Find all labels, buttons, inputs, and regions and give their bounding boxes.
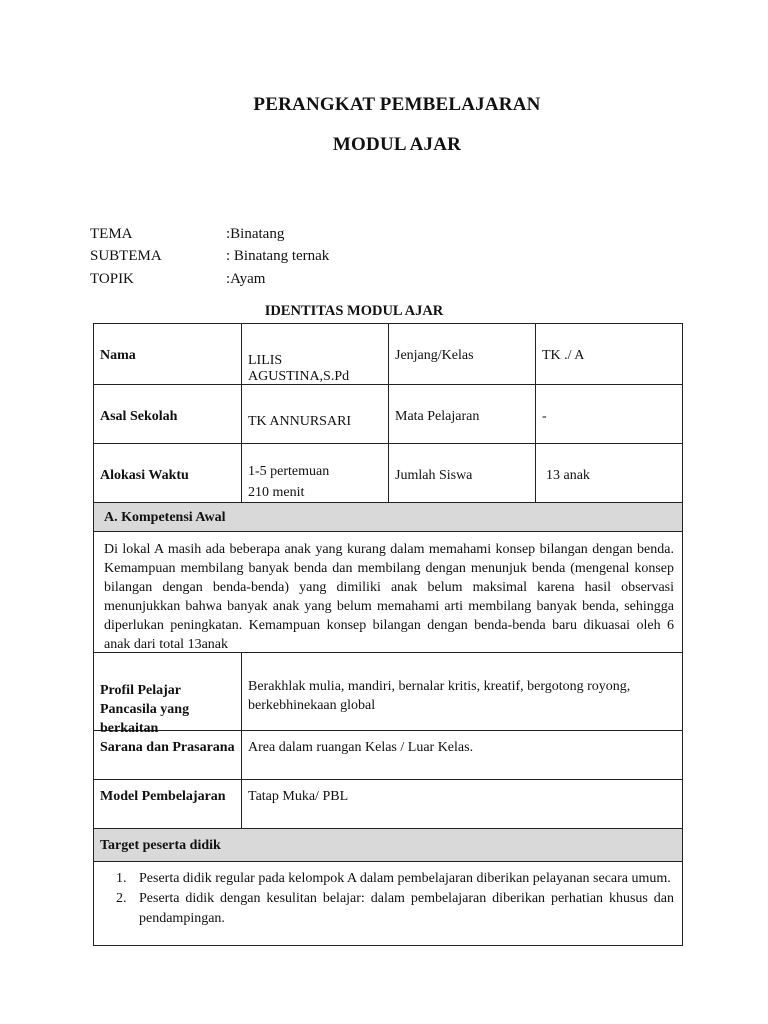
label-nama: Nama [100, 348, 136, 363]
target-item-text: Peserta didik regular pada kelompok A dalam pembelajaran diberikan pelayanan secara umum. [139, 871, 671, 886]
table-row [94, 324, 682, 384]
kompetensi-heading: A. Kompetensi Awal [104, 510, 226, 525]
meta-value-subtema: : Binatang ternak [226, 248, 330, 264]
meta-label-tema: TEMA [90, 226, 133, 242]
value-model-pembelajaran: Tatap Muka/ PBL [241, 780, 682, 828]
value-profil-pancasila: Berakhlak mulia, mandiri, bernalar kritis, kreatif, bergotong royong, berkebhinekaan global [241, 653, 682, 730]
value-jumlah-siswa: 13 anak [535, 444, 682, 502]
kompetensi-text: Di lokal A masih ada beberapa anak yang kurang dalam memahami konsep bilangan dengan benda. Kemampuan membilang banyak benda dan membilang dengan menunjuk benda (mengenal konsep bilangan dengan benda-benda) yang dimiliki anak belum maksimal karena hasil observasi menunjukkan bahwa banyak anak yang belum memahami arti membilang banyak benda, sehingga diperlukan peningkatan. Kemampuan konsep bilangan dengan benda-benda baru dikuasai oleh 6 anak dari total 13anak [104, 542, 674, 652]
target-list [94, 862, 682, 945]
label-profil-pancasila: Profil Pelajar Pancasila yang berkaitan [100, 683, 190, 736]
target-item-number: 1. [116, 871, 127, 886]
target-item-text: Peserta didik dengan kesulitan belajar: dalam pembelajaran diberikan perhatian khusus dan pendampingan. [139, 891, 674, 926]
value-alokasi-menit: 210 menit [248, 485, 305, 500]
label-mata-pelajaran: Mata Pelajaran [388, 385, 535, 443]
value-alokasi-waktu [241, 444, 388, 502]
meta-value-tema: :Binatang [226, 226, 285, 242]
label-model-pembelajaran: Model Pembelajaran [100, 789, 226, 804]
table-row [94, 861, 682, 945]
table-row [94, 828, 682, 861]
meta-value-topik: :Ayam [226, 271, 266, 287]
document-subtitle: MODUL AJAR [332, 134, 462, 155]
value-sarana-prasarana: Area dalam ruangan Kelas / Luar Kelas. [241, 731, 682, 779]
list-item [104, 889, 674, 929]
value-jenjang-kelas: TK ./ A [535, 324, 682, 384]
value-asal-sekolah: TK ANNURSARI [241, 385, 388, 443]
label-sarana-prasarana: Sarana dan Prasarana [100, 740, 235, 755]
table-row [94, 384, 682, 443]
value-nama: LILIS AGUSTINA,S.Pd [241, 324, 388, 384]
document-title: PERANGKAT PEMBELAJARAN [253, 94, 541, 115]
identitas-caption: IDENTITAS MODUL AJAR [264, 303, 444, 319]
identitas-table [93, 323, 683, 946]
table-row [94, 779, 682, 828]
value-mata-pelajaran: - [535, 385, 682, 443]
label-alokasi-waktu: Alokasi Waktu [100, 468, 189, 483]
label-jumlah-siswa: Jumlah Siswa [388, 444, 535, 502]
value-alokasi-pertemuan: 1-5 pertemuan [248, 464, 330, 479]
list-item [104, 869, 674, 889]
meta-label-topik: TOPIK [90, 271, 134, 287]
table-row [94, 531, 682, 652]
meta-label-subtema: SUBTEMA [90, 248, 162, 264]
label-asal-sekolah: Asal Sekolah [100, 409, 178, 424]
table-row [94, 502, 682, 531]
table-row [94, 730, 682, 779]
table-row [94, 443, 682, 502]
target-item-number: 2. [116, 891, 127, 906]
target-heading: Target peserta didik [100, 838, 221, 853]
table-row [94, 652, 682, 736]
label-jenjang-kelas: Jenjang/Kelas [388, 324, 535, 384]
